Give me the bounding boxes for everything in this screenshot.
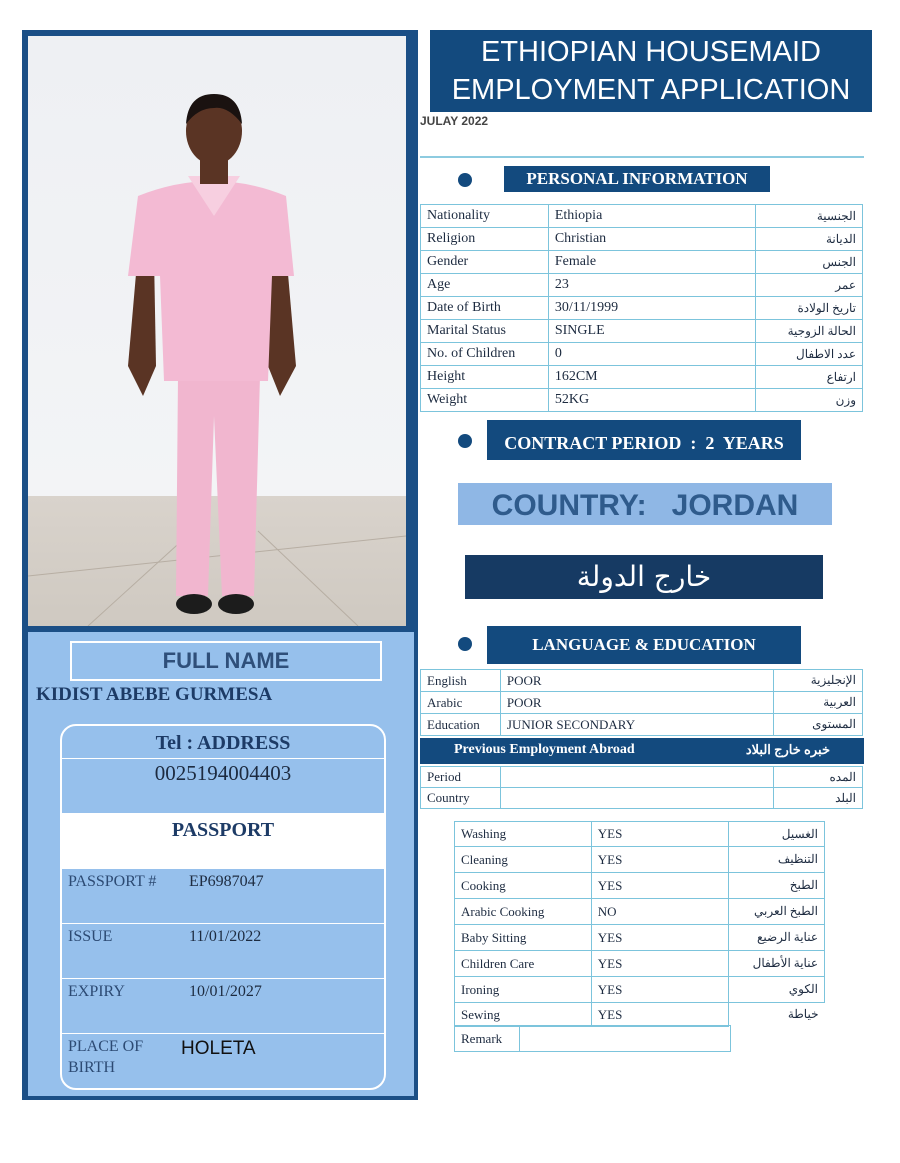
issue-row [62, 924, 384, 979]
field-arabic-label: الجنس [756, 251, 863, 274]
skill-arabic-label: الطبخ العربي [729, 899, 825, 925]
field-value: SINGLE [548, 320, 755, 343]
field-value: 162CM [548, 366, 755, 389]
field-label: No. of Children [421, 343, 549, 366]
field-arabic-label: الإنجليزية [774, 670, 863, 692]
table-row [455, 977, 825, 1003]
field-arabic-label: وزن [756, 389, 863, 412]
skill-value: YES [591, 925, 728, 951]
skill-label: Ironing [455, 977, 592, 1003]
page-title [430, 30, 872, 112]
birthplace-value: HOLETA [181, 1038, 256, 1059]
skill-value: NO [591, 899, 728, 925]
field-arabic-label: تاريخ الولادة [756, 297, 863, 320]
previous-employment-table [420, 766, 863, 809]
table-row [421, 767, 863, 788]
contact-passport-card [60, 724, 386, 1090]
skill-value: YES [591, 873, 728, 899]
previous-employment-title-arabic: خبره خارج البلاد [745, 742, 830, 757]
skill-arabic-label: خياطة [787, 1007, 819, 1022]
passport-number-label: PASSPORT # [68, 873, 157, 890]
passport-number-value: EP6987047 [189, 873, 264, 890]
field-label: Age [421, 274, 549, 297]
table-row [455, 899, 825, 925]
field-label: Arabic [421, 692, 501, 714]
tel-label: Tel : ADDRESS [62, 726, 384, 759]
field-value: 23 [548, 274, 755, 297]
table-row [421, 692, 863, 714]
skill-arabic-label: عناية الرضيع [729, 925, 825, 951]
field-label: Height [421, 366, 549, 389]
table-row [421, 274, 863, 297]
fullname-label: FULL NAME [70, 641, 382, 681]
skill-value: YES [591, 822, 728, 847]
tel-value: 0025194004403 [62, 759, 384, 814]
table-row [455, 1003, 825, 1027]
application-date: JULAY 2022 [420, 114, 489, 128]
field-value: Christian [548, 228, 755, 251]
field-label: Country [421, 788, 501, 809]
field-arabic-label: ارتفاع [756, 366, 863, 389]
field-label: Religion [421, 228, 549, 251]
personal-info-heading: PERSONAL INFORMATION [504, 166, 770, 192]
table-row [455, 951, 825, 977]
title-line-1: ETHIOPIAN HOUSEMAID [481, 36, 821, 68]
skill-arabic-label: الكوي [729, 977, 825, 1003]
field-arabic-label: البلد [774, 788, 863, 809]
field-label: Education [421, 714, 501, 736]
field-value: 0 [548, 343, 755, 366]
skill-value: YES [591, 847, 728, 873]
field-arabic-label: الحالة الزوجية [756, 320, 863, 343]
field-value: 52KG [548, 389, 755, 412]
skill-arabic-label: عناية الأطفال [729, 951, 825, 977]
passport-header: PASSPORT [62, 814, 384, 869]
birthplace-label: PLACE OF BIRTH [68, 1038, 144, 1076]
field-label: Nationality [421, 205, 549, 228]
skill-label: Cleaning [455, 847, 592, 873]
applicant-photo [28, 36, 406, 626]
skill-value: YES [591, 977, 728, 1003]
table-row [455, 847, 825, 873]
field-value: Female [548, 251, 755, 274]
title-line-2: EMPLOYMENT APPLICATION [451, 74, 851, 106]
field-value: POOR [500, 670, 773, 692]
skill-label: Arabic Cooking [455, 899, 592, 925]
table-row [455, 873, 825, 899]
skill-arabic-label: الغسيل [729, 822, 825, 847]
field-value: JUNIOR SECONDARY [500, 714, 773, 736]
remark-value [519, 1026, 730, 1052]
field-arabic-label: الديانة [756, 228, 863, 251]
fullname-value: KIDIST ABEBE GURMESA [36, 684, 273, 705]
remark-table [454, 1025, 731, 1052]
destination-country-arabic: خارج الدولة [465, 555, 823, 599]
field-value: Ethiopia [548, 205, 755, 228]
field-arabic-label: المستوى [774, 714, 863, 736]
table-row [421, 228, 863, 251]
field-label: Marital Status [421, 320, 549, 343]
field-label: English [421, 670, 501, 692]
table-row [421, 297, 863, 320]
table-row [421, 670, 863, 692]
field-arabic-label: عمر [756, 274, 863, 297]
table-row [421, 251, 863, 274]
personal-info-table [420, 204, 863, 412]
bullet-icon [458, 173, 472, 187]
field-value: POOR [500, 692, 773, 714]
bullet-icon [458, 434, 472, 448]
field-arabic-label: المده [774, 767, 863, 788]
expiry-value: 10/01/2027 [189, 983, 262, 1000]
skill-arabic-label: التنظيف [729, 847, 825, 873]
issue-label: ISSUE [68, 928, 113, 945]
field-arabic-label: عدد الاطفال [756, 343, 863, 366]
table-row [421, 714, 863, 736]
field-label: Period [421, 767, 501, 788]
field-label: Date of Birth [421, 297, 549, 320]
table-row [421, 343, 863, 366]
issue-value: 11/01/2022 [189, 928, 262, 945]
field-arabic-label: الجنسية [756, 205, 863, 228]
remark-label: Remark [455, 1026, 520, 1052]
table-row [421, 389, 863, 412]
previous-employment-heading [420, 738, 864, 764]
skill-label: Washing [455, 822, 592, 847]
language-education-heading: LANGUAGE & EDUCATION [487, 626, 801, 664]
skill-label: Baby Sitting [455, 925, 592, 951]
table-row [455, 822, 825, 847]
previous-employment-title: Previous Employment Abroad [454, 742, 635, 757]
skill-label: Sewing [455, 1003, 592, 1027]
table-row [455, 925, 825, 951]
skill-value: YES [591, 951, 728, 977]
applicant-photo-illustration [28, 36, 406, 626]
table-row [421, 205, 863, 228]
skill-label: Cooking [455, 873, 592, 899]
language-education-table [420, 669, 863, 736]
contract-period: CONTRACT PERIOD : 2 YEARS [487, 420, 801, 460]
field-label: Gender [421, 251, 549, 274]
skill-arabic-label: الطبخ [729, 873, 825, 899]
field-value: 30/11/1999 [548, 297, 755, 320]
expiry-label: EXPIRY [68, 983, 125, 1000]
divider-rule [420, 156, 864, 158]
field-arabic-label: العربية [774, 692, 863, 714]
skill-label: Children Care [455, 951, 592, 977]
table-row [421, 788, 863, 809]
birthplace-row [62, 1034, 384, 1088]
passport-number-row [62, 869, 384, 924]
field-value [500, 767, 773, 788]
table-row [421, 366, 863, 389]
table-row [455, 1026, 731, 1052]
field-label: Weight [421, 389, 549, 412]
expiry-row [62, 979, 384, 1034]
skills-table [454, 821, 825, 1027]
destination-country: COUNTRY: JORDAN [458, 483, 832, 525]
bullet-icon [458, 637, 472, 651]
skill-value: YES [591, 1003, 728, 1027]
field-value [500, 788, 773, 809]
table-row [421, 320, 863, 343]
